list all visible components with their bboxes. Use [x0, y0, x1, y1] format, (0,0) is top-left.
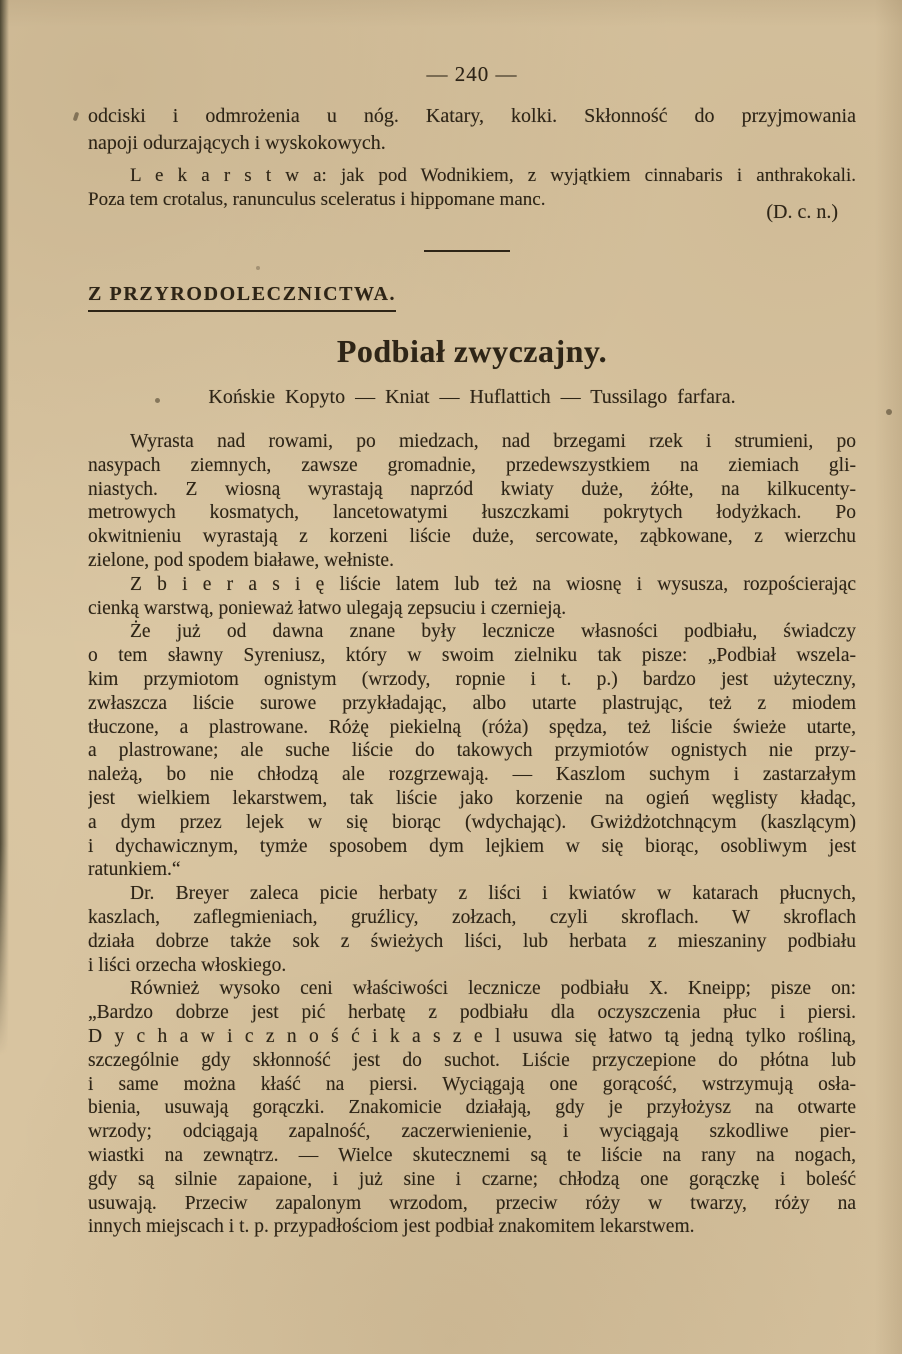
- body-paragraph-harvest: [88, 573, 856, 621]
- text-line: ratunkiem.“: [88, 859, 181, 881]
- text-line: cienką warstwą, ponieważ łatwo ulegają zepsuciu i czernieją.: [88, 597, 567, 619]
- section-rubric-row: [88, 283, 396, 312]
- text-line: Że już od dawna znane były lecznicze własności podbiału, świadczy: [130, 621, 856, 643]
- text-line: kaszlach, zaflegmieniach, gruźlicy, zołzach, czyli skroflach. W skroflach: [88, 906, 856, 928]
- article-body: [88, 430, 856, 1239]
- text-line: odciski i odmrożenia u nóg. Katary, kolki. Skłonność do przyjmowania: [88, 105, 856, 127]
- paper-speck: [256, 266, 260, 270]
- text-line: jest wielkiem lekarstwem, tak liście jako korzenie na ogień węglisty kładąc,: [88, 787, 856, 809]
- continuation-paragraph: [88, 103, 856, 157]
- text-line: zwłaszcza liście surowe przykładając, albo utarte plastrując, też z miodem: [88, 692, 856, 714]
- body-paragraph-habitat: [88, 430, 856, 573]
- text-line: działa dobrze także sok z świeżych liści, lub herbata z mieszaniny podbiału: [88, 930, 856, 952]
- text-line: L e k a r s t w a: jak pod Wodnikiem, z wyjątkiem cinnabaris i anthrakokali.: [130, 165, 856, 186]
- body-paragraph-kneipp: [88, 977, 856, 1239]
- page-edge-shadow: [0, 0, 9, 1056]
- text-line: innych miejscach i t. p. przypadłościom jest podbiał znakomitem lekarstwem.: [88, 1216, 695, 1238]
- text-line: metrowych kosmatych, lancetowatymi łuszczkami pokrytych łodyżkach. Po: [88, 502, 856, 524]
- body-paragraph-breyer: [88, 882, 856, 977]
- text-line: niastych. Z wiosną wyrastają naprzód kwiaty duże, żółte, na kilkucenty-: [88, 478, 856, 500]
- text-line: tłuczone, a plastrowane. Różę piekielną (róża) spędza, też liście świeże utarte,: [88, 716, 856, 738]
- text-line: i same można kłaść na piersi. Wyciągają one gorącość, wstrzymują osła-: [88, 1073, 856, 1095]
- text-line: wrzody; odciągają zapalność, zaczerwienienie, i wyciągają szkodliwe pier-: [88, 1121, 856, 1143]
- text-line: okwitnieniu wyrastają z korzeni liście duże, sercowate, ząbkowane, z wierzchu: [88, 526, 856, 548]
- text-line: nasypach ziemnych, zawsze gromadnie, przedewszystkiem na ziemiach gli-: [88, 454, 856, 476]
- text-line: należą, bo nie chłodzą ale rozgrzewają. — Kaszlom suchym i zastarzałym: [88, 764, 856, 786]
- text-line: Również wysoko ceni właściwości lecznicze podbiału X. Kneipp; pisze on:: [130, 978, 856, 1000]
- text-line: Z b i e r a s i ę liście latem lub też na wiosnę i wysusza, rozpościerając: [130, 573, 856, 595]
- text-line: o tem sławny Syreniusz, który w swoim zielniku tak pisze: „Podbiał wszela-: [88, 645, 856, 667]
- article-title: Podbiał zwyczajny.: [336, 333, 608, 369]
- text-line: bienia, usuwają gorączki. Znakomicie działają, gdy je przyłożysz na otwarte: [88, 1097, 856, 1119]
- text-line: Poza tem crotalus, ranunculus sceleratus i hippomane manc.: [88, 189, 546, 210]
- text-line: Dr. Breyer zaleca picie herbaty z liści i kwiatów w katarach płucnych,: [130, 883, 856, 905]
- body-paragraph-syreniusz: [88, 620, 856, 882]
- text-line: szczególnie gdy skłonność jest do suchot. Liście przyczepione do płótna lub: [88, 1049, 856, 1071]
- article-subtitle: Końskie Kopyto — Kniat — Huflattich — Tussilago farfara.: [208, 386, 736, 408]
- text-line: „Bardzo dobrze jest pić herbatę z podbiału dla oczyszczenia płuc i piersi.: [88, 1002, 856, 1024]
- page-number: — 240 —: [426, 62, 518, 86]
- text-line: D y c h a w i c z n o ś ć i k a s z e l usuwa się łatwo tą jedną tylko rośliną,: [88, 1025, 856, 1047]
- continuation-mark: (D. c. n.): [766, 201, 838, 223]
- section-divider: [424, 250, 510, 252]
- paper-speck: [73, 112, 80, 122]
- text-line: kim przymiotom ognistym (wrzody, ropnie i t. p.) bardzo jest użyteczny,: [88, 668, 856, 690]
- text-line: Wyrasta nad rowami, po miedzach, nad brzegami rzek i strumieni, po: [130, 431, 856, 452]
- section-rubric: Z PRZYRODOLECZNICTWA.: [88, 283, 396, 312]
- text-line: i dychawicznym, tymże sposobem dym lejkiem w się biorąc, osobliwym jest: [88, 835, 856, 857]
- text-line: usuwają. Przeciw zapalonym wrzodom, przeciw róży w twarzy, róży na: [88, 1192, 856, 1214]
- text-line: zielone, pod spodem białawe, wełniste.: [88, 549, 394, 571]
- text-line: wiastki na zewnątrz. — Wielce skutecznemi są te liście na rany na nogach,: [88, 1144, 856, 1166]
- text-line: a plastrowane; ale suche liście do takowych przymiotów ognistych nie przy-: [88, 740, 856, 762]
- paper-speck: [886, 409, 892, 415]
- text-line: napoji odurzających i wyskokowych.: [88, 132, 386, 154]
- text-line: gdy są silnie zapaione, i już sine i czarne; chłodzą one gorączkę i boleść: [88, 1168, 856, 1190]
- text-line: i liści orzecha włoskiego.: [88, 954, 287, 976]
- text-line: a dym przez lejek w się biorąc (wdychając). Gwiżdżotchnącym (kaszlącym): [88, 811, 856, 833]
